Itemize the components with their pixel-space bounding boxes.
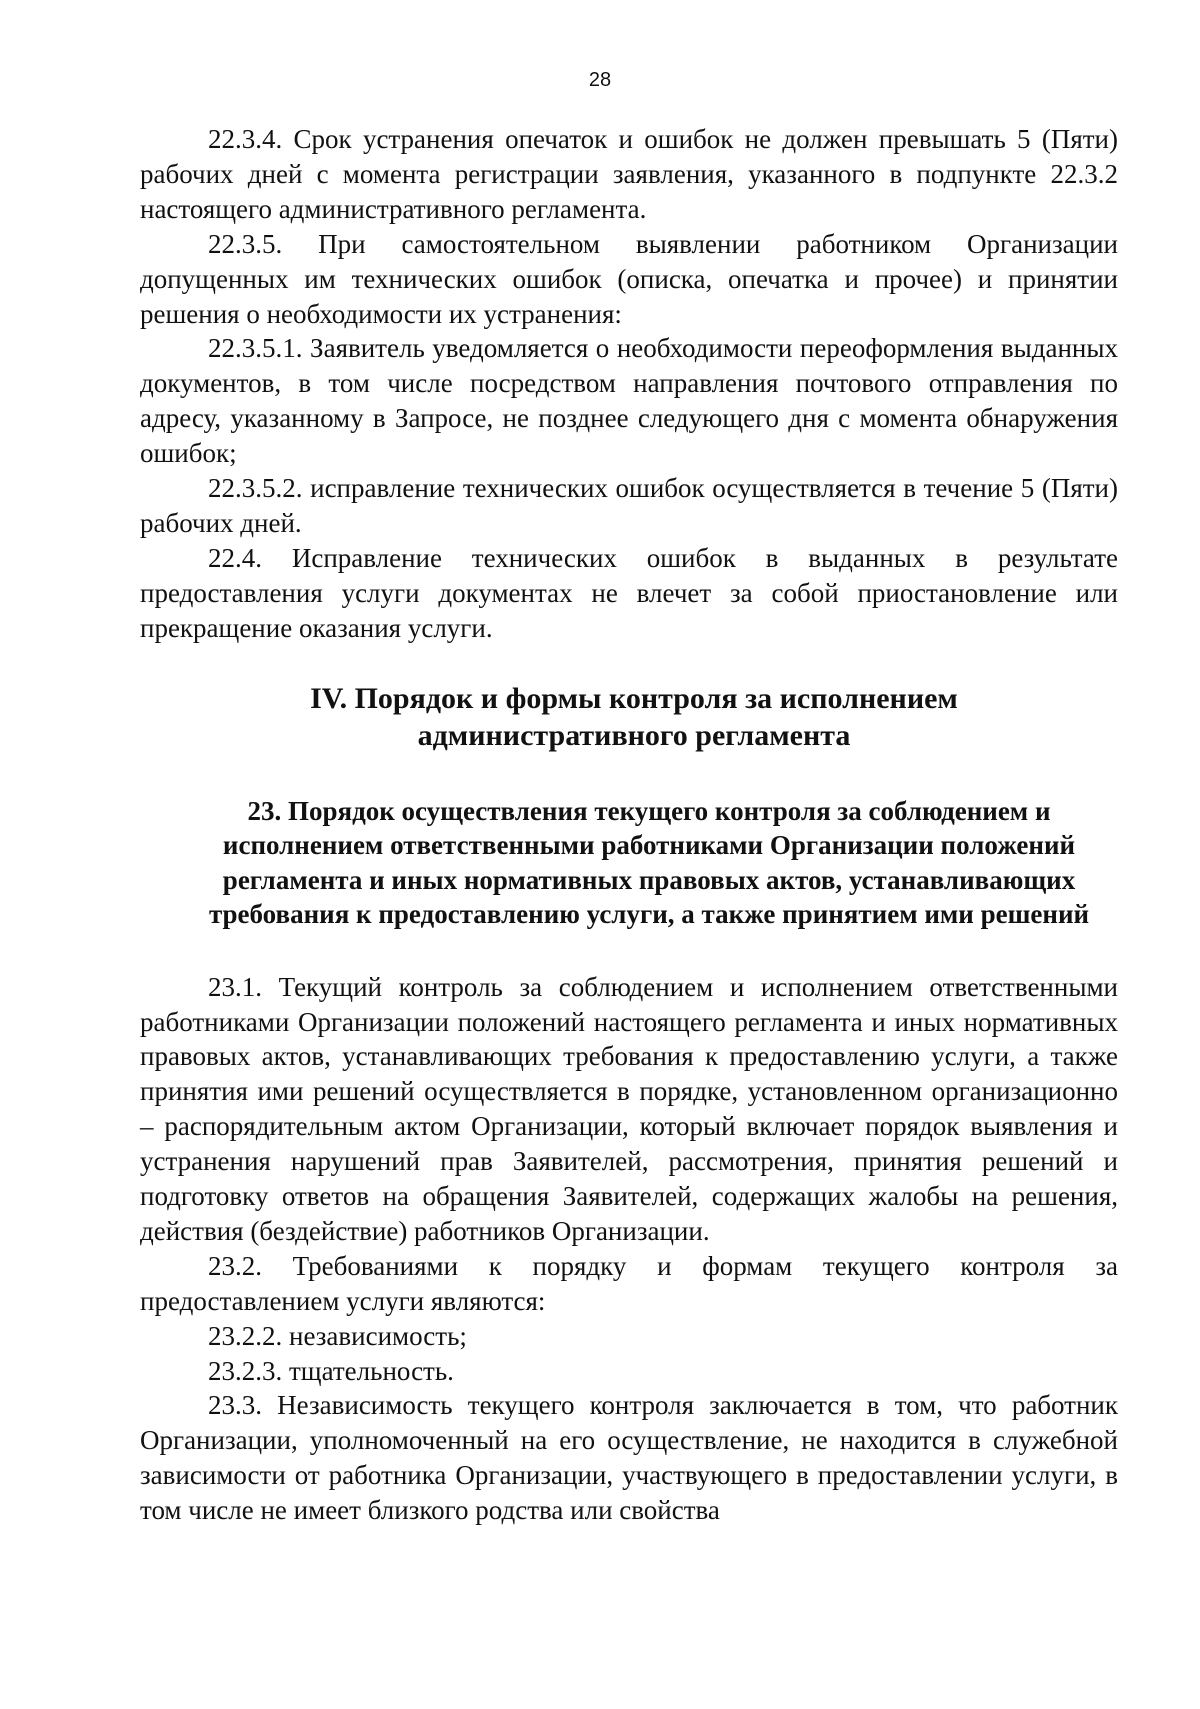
subsection-heading	[140, 794, 1118, 932]
paragraph-22-3-5: 22.3.5. При самостоятельном выявлении работником Организации допущенных им технических ошибок (описка, опечатка и прочее) и принятии решения о необходимости их устранения:	[140, 228, 1118, 329]
paragraph-23-2: 23.2. Требованиями к порядку и формам текущего контроля за предоставлением услуги являются:	[140, 1250, 1118, 1316]
section-heading-line: IV. Порядок и формы контроля за исполнением	[310, 681, 958, 715]
paragraph-22-3-5-2: 22.3.5.2. исправление технических ошибок осуществляется в течение 5 (Пяти) рабочих дней.	[140, 473, 1118, 538]
subsection-heading-line: 23. Порядок осуществления текущего контроля за соблюдением и	[247, 795, 1051, 826]
paragraph-23-2-3: 23.2.3. тщательность.	[208, 1355, 454, 1386]
paragraph-23-2-2: 23.2.2. независимость;	[208, 1320, 467, 1351]
paragraph-22-4: 22.4. Исправление технических ошибок в выданных в результате предоставления услуги документах не влечет за собой приостановление или прекращение оказания услуги.	[140, 542, 1118, 643]
paragraph-23-1: 23.1. Текущий контроль за соблюдением и исполнением ответственными работниками Организации положений настоящего регламента и иных нормативных правовых актов, устанавливающих требования к предоставлению услуги, а также принятия ими решений осуществляется в порядке, установленном организационно – распорядительным актом Организации, который включает порядок выявления и устранения нарушений прав Заявителей, рассмотрения, принятия решений и подготовку ответов на обращения Заявителей, содержащих жалобы на решения, действия (бездействие) работников Организации.	[140, 971, 1118, 1246]
paragraph-22-3-5-1: 22.3.5.1. Заявитель уведомляется о необходимости переоформления выданных документов, в том числе посредством направления почтового отправления по адресу, указанному в Запросе, не позднее следующего дня с момента обнаружения ошибок;	[140, 333, 1118, 469]
document-body	[140, 122, 1118, 1528]
subsection-heading-line: регламента и иных нормативных правовых актов, устанавливающих	[222, 864, 1076, 895]
paragraph-23-3: 23.3. Независимость текущего контроля заключается в том, что работник Организации, уполномоченный на его осуществление, не находится в служебной зависимости от работника Организации, участвующего в предоставлении услуги, в том числе не имеет близкого родства или свойства	[140, 1390, 1118, 1526]
subsection-heading-line: исполнением ответственными работниками Организации положений	[222, 830, 1076, 861]
subsection-heading-line: требования к предоставлению услуги, а также принятием ими решений	[208, 899, 1090, 930]
section-heading-line: административного регламента	[417, 718, 851, 752]
section-heading	[140, 680, 1118, 754]
page-number: 28	[588, 69, 612, 91]
paragraph-22-3-4: 22.3.4. Срок устранения опечаток и ошибок не должен превышать 5 (Пяти) рабочих дней с момента регистрации заявления, указанного в подпункте 22.3.2 настоящего административного регламента.	[140, 124, 1118, 224]
